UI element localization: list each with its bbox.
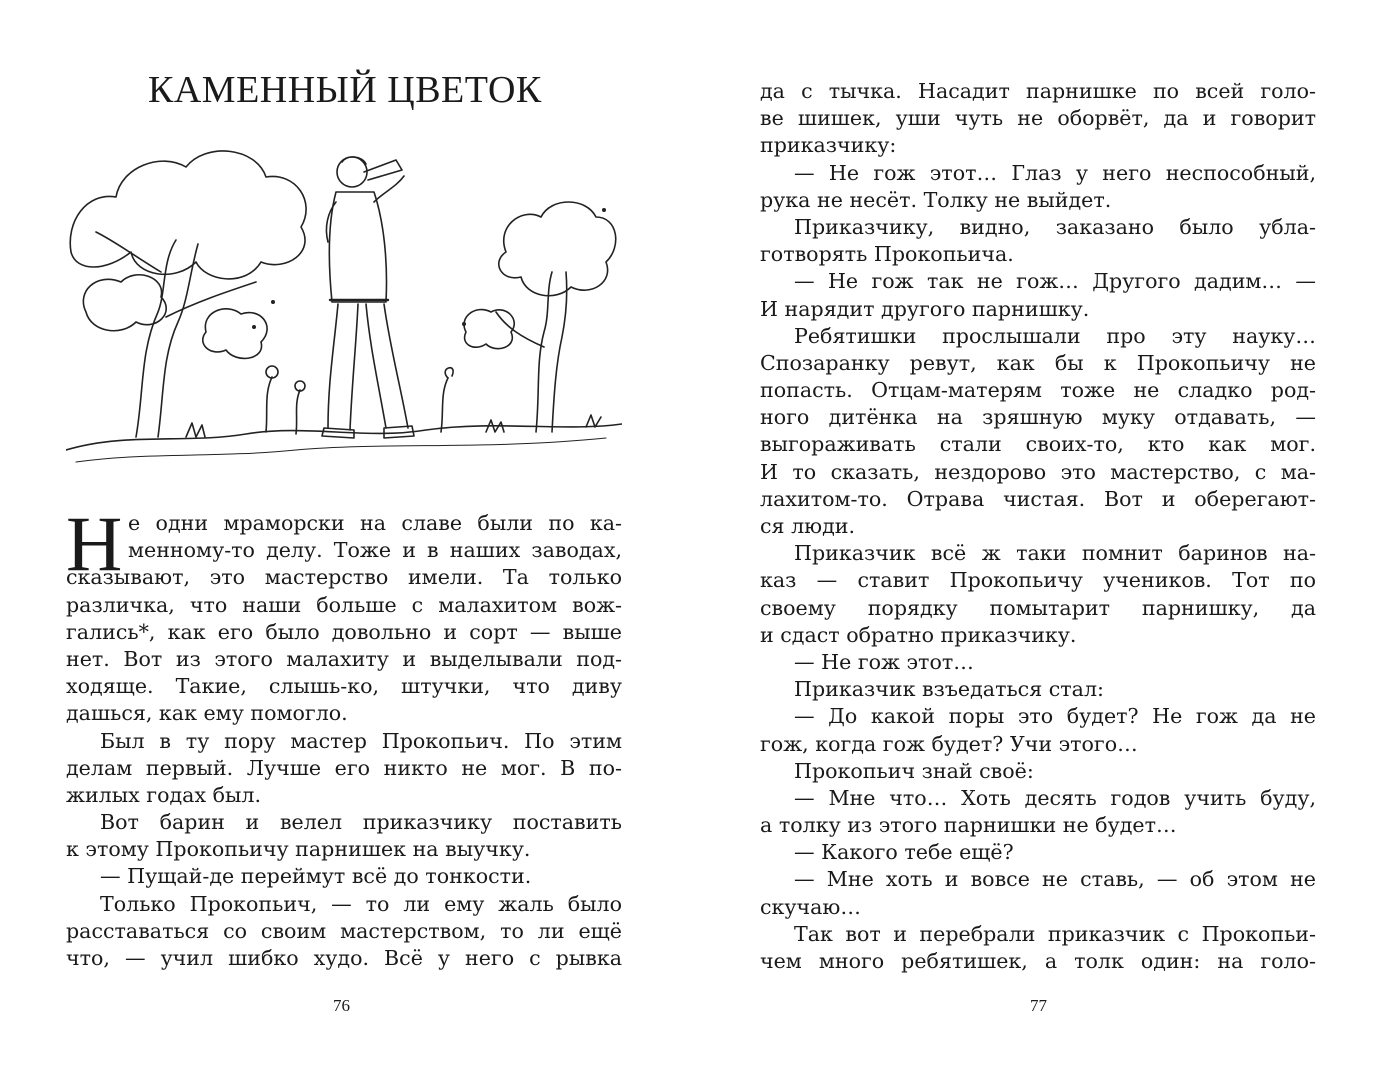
page-number: 77 — [1030, 996, 1047, 1015]
text-line: лахитом-то. Отрава чистая. Вот и оберегают- — [760, 486, 1316, 511]
text-line: — До какой поры это будет? Не гож да не — [794, 704, 1316, 729]
text-line: Был в ту пору мастер Прокопьич. По этим — [100, 728, 622, 753]
text-line: расставаться со своим мастерством, то ли ещё — [66, 918, 622, 943]
text-line: — Какого тебе ещё? — [794, 840, 1014, 865]
text-line: — Пущай-де переймут всё до тонкости. — [100, 864, 532, 889]
text-line: — Мне хоть и вовсе не ставь, — об этом не — [794, 867, 1316, 892]
text-line: Спозаранку ревут, как бы к Прокопьичу не — [760, 350, 1316, 375]
text-line: е одни мраморски на славе были по ка- — [128, 511, 622, 535]
text-line: жилых годах был. — [66, 782, 262, 807]
text-line: ве шишек, уши чуть не оборвёт, да и говорит — [760, 106, 1316, 131]
text-line: различка, что наши больше с малахитом вож- — [66, 592, 622, 617]
text-line: нет. Вот из этого малахиту и выделывали под- — [66, 646, 622, 671]
text-line: Вот барин и велел приказчику поставить — [100, 810, 622, 835]
text-line: чем много ребятишек, а толк один: на голо- — [760, 949, 1316, 973]
text-line: к этому Прокопьичу парнишек на выучку. — [66, 837, 531, 862]
right-page — [690, 0, 1382, 1080]
page-number: 76 — [333, 996, 350, 1015]
right-body-text — [760, 78, 1316, 975]
text-line: своему порядку помытарит парнишку, да — [760, 595, 1316, 620]
text-line: Ребятишки прослышали про эту науку… — [794, 323, 1316, 348]
text-line: гож, когда гож будет? Учи этого… — [760, 731, 1138, 756]
text-line: Приказчику, видно, заказано было ублa- — [794, 214, 1316, 239]
text-line: Приказчик всё ж таки помнит баринов на- — [794, 541, 1316, 566]
text-line: скучаю… — [760, 894, 861, 919]
left-page — [0, 0, 690, 1080]
text-line: гались*, как его было довольно и сорт — выше — [66, 619, 622, 644]
text-line: сказывают, это мастерство имели. Та только — [66, 565, 622, 590]
text-line: — Не гож этот… — [794, 649, 974, 674]
text-line: Прокопьич знай своё: — [794, 758, 1034, 783]
text-line: да с тычка. Насадит парнишке по всей голо- — [760, 79, 1316, 103]
drop-cap: Н — [66, 500, 123, 587]
text-line: — Не гож так не гож… Другого дадим… — — [794, 269, 1316, 294]
text-line: ся люди. — [760, 514, 856, 538]
text-line: а толку из этого парнишки не будет… — [760, 813, 1177, 838]
text-line: каз — ставит Прокопьичу учеников. Тот по — [760, 568, 1316, 593]
left-body-text — [66, 500, 622, 972]
text-line: и сдаст обратно приказчику. — [760, 622, 1077, 647]
text-line: Приказчик взъедаться стал: — [794, 677, 1104, 702]
text-line: готворять Прокопьича. — [760, 242, 1014, 267]
text-line: что, — учил шибко худо. Всё у него с рывка — [66, 946, 622, 970]
text-line: И то сказать, нездорово это мастерство, с ма- — [760, 459, 1316, 484]
text-line: рука не несёт. Толку не выйдет. — [760, 187, 1112, 212]
text-line: выгораживать стали своих-то, кто как мог. — [760, 432, 1316, 457]
text-line: — Не гож этот… Глаз у него неспособный, — [794, 160, 1316, 185]
text-line: попасть. Отцам-матерям тоже не сладко род- — [760, 378, 1316, 403]
story-title: КАМЕННЫЙ ЦВЕТОК — [148, 69, 542, 111]
text-line: дашься, как ему помогло. — [66, 701, 348, 726]
text-line: И нарядит другого парнишку. — [760, 296, 1090, 321]
text-line: Только Прокопьич, — то ли ему жаль было — [100, 891, 622, 916]
text-line: ного дитёнка на зряшную муку отдавать, — — [760, 405, 1316, 430]
text-line: делам первый. Лучше его никто не мог. В по- — [66, 755, 622, 780]
illustration-boy-with-horn — [66, 132, 622, 472]
text-line: ходяще. Такие, слышь-ко, штучки, что диву — [66, 674, 622, 699]
text-line: приказчику: — [760, 133, 897, 158]
text-line: — Мне что… Хоть десять годов учить буду, — [794, 785, 1316, 810]
text-line: менному-то делу. Тоже и в наших заводах, — [128, 538, 622, 563]
text-line: Так вот и перебрали приказчик с Прокопьи- — [794, 921, 1316, 946]
